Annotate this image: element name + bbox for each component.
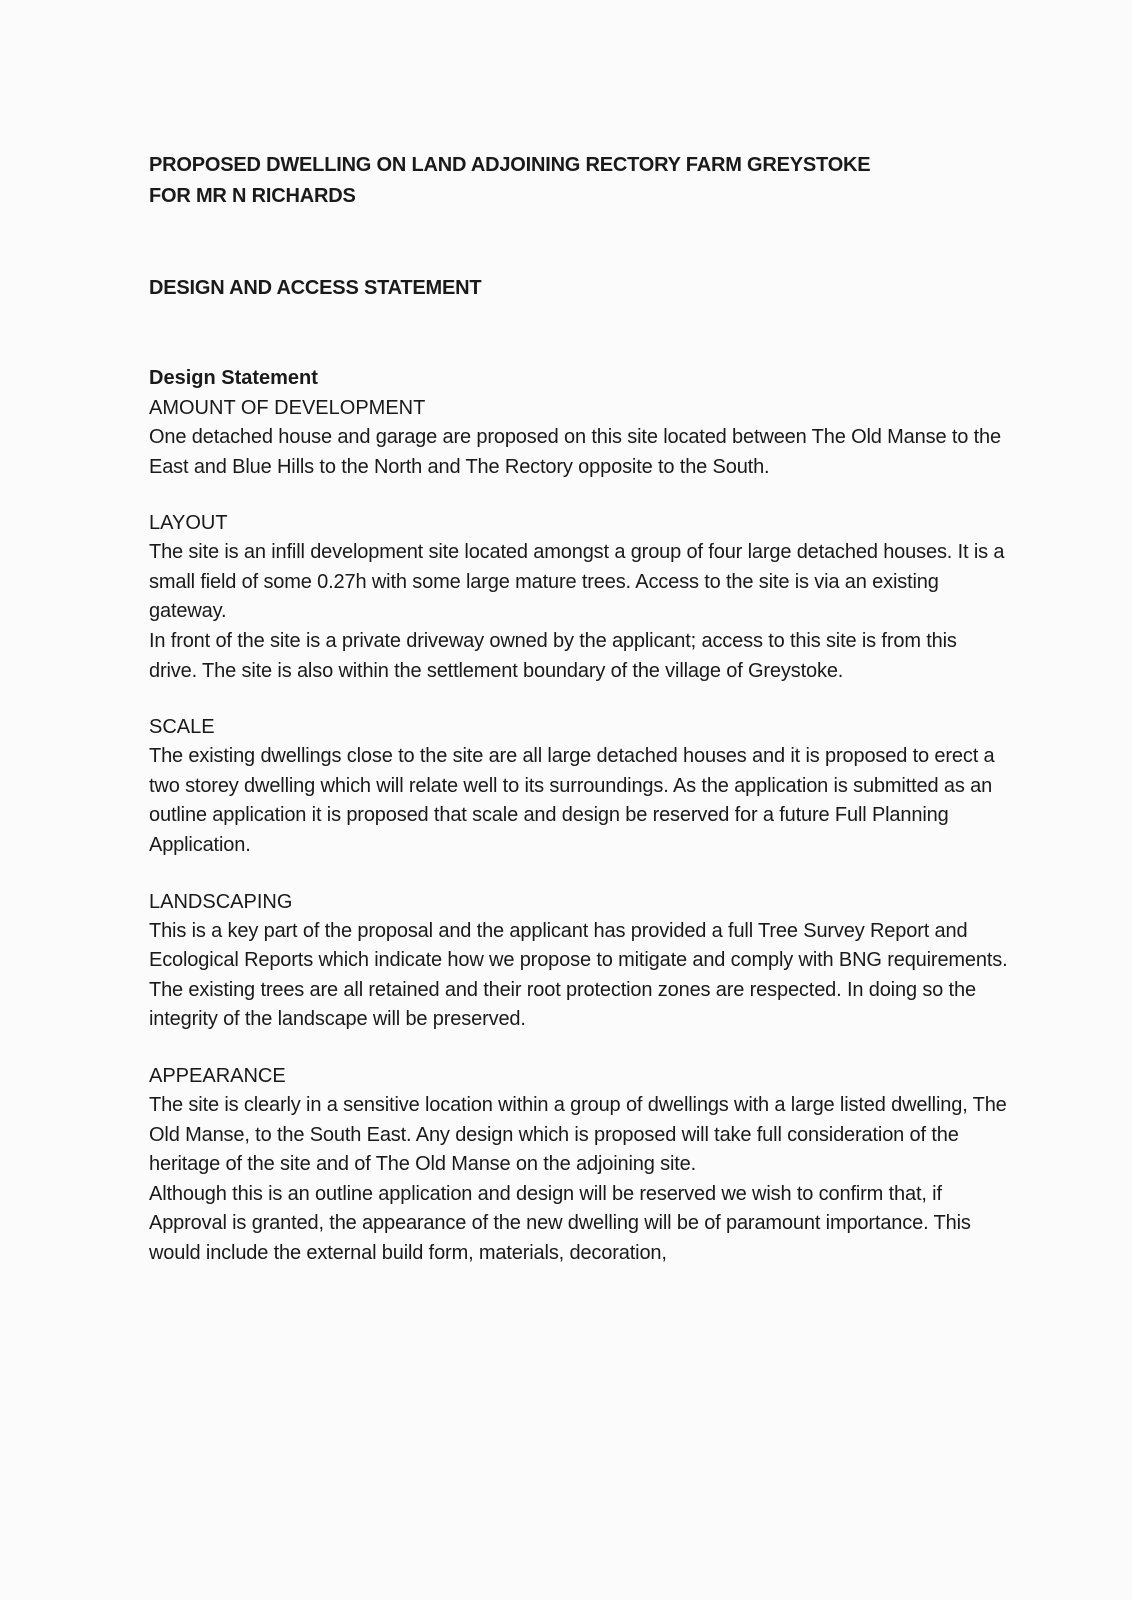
section-heading: APPEARANCE [149,1064,286,1087]
section-paragraph: The existing dwellings close to the site are all large detached houses and it is proposed to erect a two storey dwelling which will relate well to its surroundings. As the application is submitted as an outline application it is proposed that scale and design be reserved for a future Full Planning Application. [149,745,995,856]
document-body [149,150,1009,1268]
title-line-1: PROPOSED DWELLING ON LAND ADJOINING RECTORY FARM GREYSTOKE [149,154,871,176]
section-paragraph: This is a key part of the proposal and the applicant has provided a full Tree Survey Report and Ecological Reports which indicate how we propose to mitigate and comply with BNG requirements. [149,919,1008,972]
section-paragraph: In front of the site is a private driveway owned by the applicant; access to this site is from this drive. The site is also within the settlement boundary of the village of Greystoke. [149,629,957,682]
section-paragraph: The site is an infill development site located amongst a group of four large detached houses. It is a small field of some 0.27h with some large mature trees. Access to the site is via an existing gateway. [149,541,1005,623]
section-paragraph: The existing trees are all retained and their root protection zones are respected. In doing so the integrity of the landscape will be preserved. [149,978,976,1031]
title-line-2: FOR MR N RICHARDS [149,185,356,207]
document-subtitle: DESIGN AND ACCESS STATEMENT [149,277,482,299]
section-paragraph: One detached house and garage are proposed on this site located between The Old Manse to the East and Blue Hills to the North and The Rectory opposite to the South. [149,426,1001,478]
sections-container [149,393,1009,1268]
section-heading: AMOUNT OF DEVELOPMENT [149,397,426,419]
section-block [149,887,1009,1035]
section-title: Design Statement [149,367,318,389]
section-heading: LANDSCAPING [149,890,293,913]
document-title [149,150,1009,212]
section-block [149,508,1009,686]
section-block [149,1061,1009,1269]
section-paragraph: The site is clearly in a sensitive location within a group of dwellings with a large listed dwelling, The Old Manse, to the South East. Any design which is proposed will take full consideration of the heritage of the site and of The Old Manse on the adjoining site. [149,1093,1007,1176]
section-block [149,712,1009,860]
section-paragraph: Although this is an outline application and design will be reserved we wish to confirm that, if Approval is granted, the appearance of the new dwelling will be of paramount importance. This would include the external build form, materials, decoration, [149,1182,971,1264]
section-heading: SCALE [149,716,215,739]
section-heading: LAYOUT [149,512,228,535]
section-block [149,393,1009,482]
